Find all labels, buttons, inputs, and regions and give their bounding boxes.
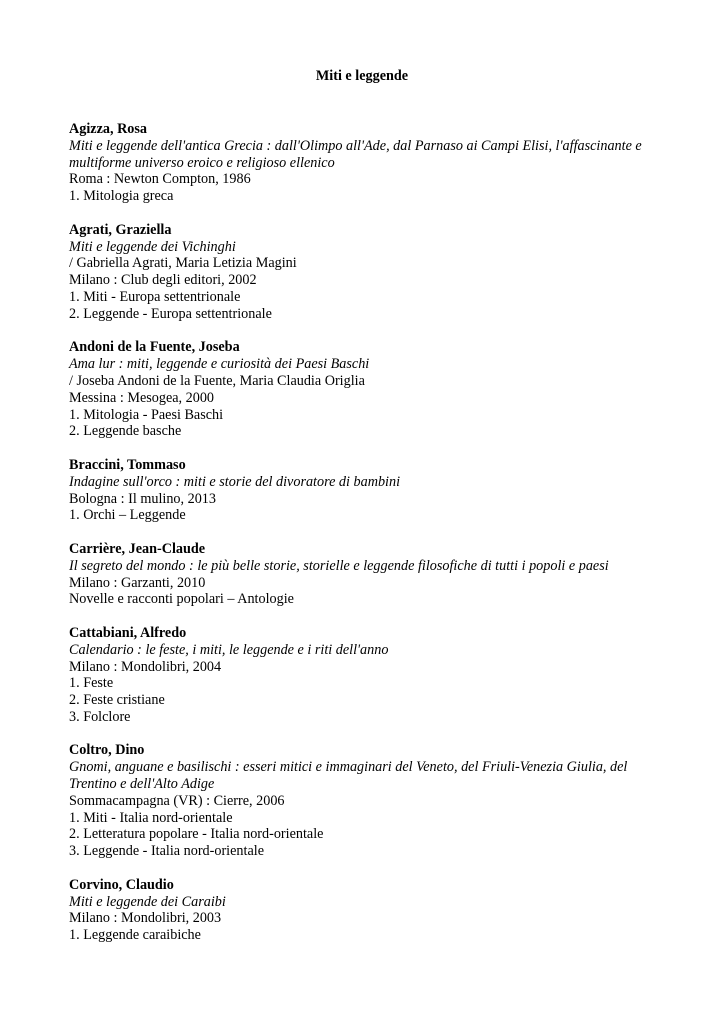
entry-title: Miti e leggende dei Caraibi: [69, 893, 226, 910]
entry-line: Milano : Garzanti, 2010: [69, 574, 206, 591]
bibliography-entry: [69, 121, 659, 205]
entry-author: Braccini, Tommaso: [69, 456, 186, 473]
entry-line: 2. Leggende - Europa settentrionale: [69, 305, 272, 322]
entry-line: 3. Folclore: [69, 708, 131, 725]
entry-line: 2. Feste cristiane: [69, 692, 165, 709]
entry-author: Carrière, Jean-Claude: [69, 540, 206, 557]
bibliography-entry: [69, 222, 659, 323]
entry-line: / Joseba Andoni de la Fuente, Maria Claudia Origlia: [69, 372, 365, 389]
bibliography-entry: [69, 541, 659, 608]
entry-line: Novelle e racconti popolari – Antologie: [69, 591, 294, 608]
entry-title: Indagine sull'orco : miti e storie del divoratore di bambini: [69, 473, 401, 490]
entry-line: 1. Miti - Italia nord-orientale: [69, 809, 233, 826]
entry-title: Gnomi, anguane e basilischi : esseri mitici e immaginari del Veneto, del Friuli-Venezia Giulia, del Trentino e dell'Alto Adige: [69, 759, 628, 793]
entry-line: Bologna : Il mulino, 2013: [69, 490, 216, 507]
entry-title: Calendario : le feste, i miti, le leggende e i riti dell'anno: [69, 641, 389, 658]
entry-author: Cattabiani, Alfredo: [69, 624, 187, 641]
entry-line: 1. Orchi – Leggende: [69, 507, 186, 524]
entry-line: 2. Letteratura popolare - Italia nord-orientale: [69, 826, 324, 843]
entry-line: Sommacampagna (VR) : Cierre, 2006: [69, 792, 285, 809]
bibliography-entry: [69, 877, 659, 944]
entry-author: Corvino, Claudio: [69, 876, 174, 893]
entry-author: Agrati, Graziella: [69, 221, 172, 238]
entry-author: Agizza, Rosa: [69, 121, 148, 137]
entry-title: Il segreto del mondo : le più belle storie, storielle e leggende filosofiche di tutti i popoli e paesi: [69, 557, 609, 574]
entry-title: Miti e leggende dell'antica Grecia : dall'Olimpo all'Ade, dal Parnaso ai Campi Elisi, l'affascinante e multiforme universo eroico e religioso ellenico: [69, 137, 642, 171]
bibliography-entry: [69, 339, 659, 440]
entry-line: 3. Leggende - Italia nord-orientale: [69, 843, 264, 860]
entry-line: 1. Feste: [69, 675, 114, 692]
entry-title: Ama lur : miti, leggende e curiosità dei Paesi Baschi: [69, 356, 370, 373]
entry-line: Milano : Mondolibri, 2004: [69, 658, 222, 675]
entry-line: 1. Mitologia - Paesi Baschi: [69, 406, 224, 423]
entry-line: 2. Leggende basche: [69, 423, 182, 440]
entry-author: Coltro, Dino: [69, 742, 145, 759]
entry-title: Miti e leggende dei Vichinghi: [69, 238, 236, 255]
entry-line: 1. Miti - Europa settentrionale: [69, 288, 241, 305]
entry-line: Milano : Club degli editori, 2002: [69, 272, 257, 289]
bibliography-entry: [69, 742, 659, 860]
entry-line: 1. Leggende caraibiche: [69, 927, 201, 944]
bibliography-entry: [69, 625, 659, 726]
entry-line: / Gabriella Agrati, Maria Letizia Magini: [69, 255, 297, 272]
document-title: Miti e leggende: [315, 68, 409, 84]
bibliography-list: [69, 121, 659, 961]
bibliography-entry: [69, 457, 659, 524]
entry-author: Andoni de la Fuente, Joseba: [69, 339, 240, 356]
entry-line: 1. Mitologia greca: [69, 188, 174, 205]
entry-line: Milano : Mondolibri, 2003: [69, 910, 222, 927]
entry-line: Roma : Newton Compton, 1986: [69, 171, 251, 188]
entry-line: Messina : Mesogea, 2000: [69, 389, 215, 406]
